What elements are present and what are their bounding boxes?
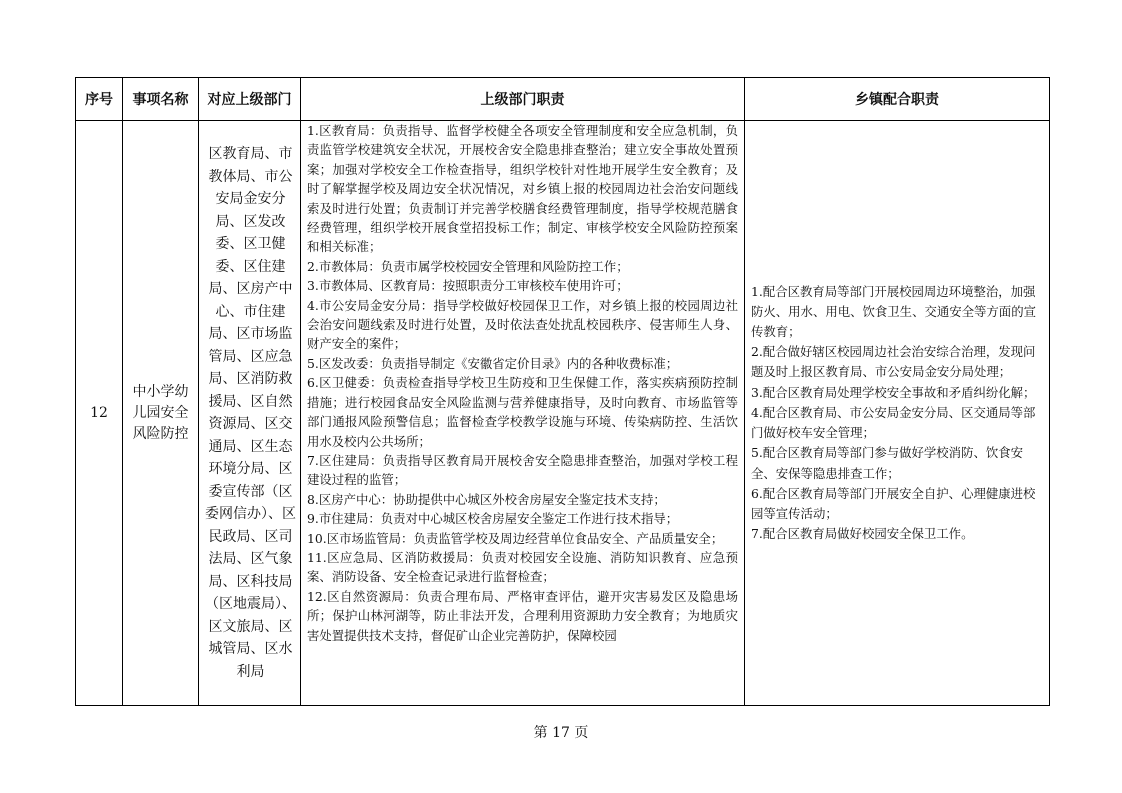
superior-duty-item: 10.区市场监管局：负责监管学校及周边经营单位食品安全、产品质量安全； — [307, 530, 724, 546]
township-duty-item: 2.配合做好辖区校园周边社会治安综合治理，发现问题及时上报区教育局、市公安局金安分局处理； — [751, 344, 1036, 380]
row-index: 12 — [76, 121, 123, 706]
superior-duty-item: 2.市教体局：负责市属学校校园安全管理和风险防控工作； — [307, 258, 629, 274]
superior-duty-item: 5.区发改委：负责指导制定《安徽省定价目录》内的各种收费标准； — [307, 355, 679, 371]
table-row — [76, 121, 1050, 706]
township-duty-item: 3.配合区教育局处理学校安全事故和矛盾纠纷化解； — [751, 384, 1036, 400]
superior-duty-item: 11.区应急局、区消防救援局：负责对校园安全设施、消防知识教育、应急预案、消防设备、安全检查记录进行监督检查； — [307, 549, 738, 585]
superior-duty-item: 3.市教体局、区教育局：按照职责分工审核校车使用许可； — [307, 278, 629, 294]
header-index: 序号 — [76, 78, 123, 121]
superior-duty-item: 1.区教育局：负责指导、监督学校健全各项安全管理制度和安全应急机制，负责监管学校建筑安全状况，开展校舍安全隐患排查整治；建立安全事故处置预案；加强对学校安全工作检查指导，组织学校针对性地开展学生安全教育；及时了解掌握学校及周边安全状况情况，对乡镇上报的校园周边社会治安问题线索及时进行处置；负责制订并完善学校膳食经费管理制度，指导学校规范膳食经费管理，组织学校开展食堂招投标工作；制定、审核学校安全风险防控预案和相关标准； — [307, 123, 738, 255]
superior-duty-item: 12.区自然资源局：负责合理布局、严格审查评估，避开灾害易发区及隐患场所；保护山林河湖等，防止非法开发，合理利用资源助力安全教育；为地质灾害处置提供技术支持，督促矿山企业完善防护，保障校园 — [307, 588, 738, 643]
responsibility-table — [75, 77, 1050, 706]
row-item-name: 中小学幼儿园安全风险防控 — [123, 121, 199, 706]
township-duty-item: 5.配合区教育局等部门参与做好学校消防、饮食安全、安保等隐患排查工作； — [751, 445, 1024, 481]
township-duty-item: 4.配合区教育局、市公安局金安分局、区交通局等部门做好校车安全管理； — [751, 404, 1036, 441]
superior-duty-item: 7.区住建局：负责指导区教育局开展校舍安全隐患排查整治，加强对学校工程建设过程的监管； — [307, 452, 738, 488]
row-township-duties — [745, 121, 1050, 706]
superior-duty-item: 4.市公安局金安分局：指导学校做好校园保卫工作，对乡镇上报的校园周边社会治安问题线索及时进行处置，及时依法查处扰乱校园秩序、侵害师生人身、财产安全的案件； — [307, 297, 738, 352]
township-duty-item: 6.配合区教育局等部门开展安全自护、心理健康进校园等宣传活动； — [751, 485, 1036, 521]
row-superior-duties — [301, 121, 745, 706]
header-township-duties: 乡镇配合职责 — [745, 78, 1050, 121]
superior-duty-item: 6.区卫健委：负责检查指导学校卫生防疫和卫生保健工作，落实疾病预防控制措施；进行校园食品安全风险监测与营养健康指导，及时向教育、市场监管等部门通报风险预警信息；监督检查学校教学设施与环境、传染病防控、生活饮用水及校内公共场所； — [307, 375, 738, 449]
header-item-name: 事项名称 — [123, 78, 199, 121]
superior-duty-item: 9.市住建局：负责对中心城区校舍房屋安全鉴定工作进行技术指导； — [307, 511, 679, 527]
superior-duty-item: 8.区房产中心：协助提供中心城区外校舍房屋安全鉴定技术支持； — [307, 491, 666, 507]
page-number: 第 17 页 — [533, 725, 589, 741]
township-duty-item: 1.配合区教育局等部门开展校园周边环境整治，加强防火、用水、用电、饮食卫生、交通安全等方面的宣传教育； — [751, 283, 1036, 340]
header-superior-duties: 上级部门职责 — [301, 78, 745, 121]
row-department: 区教育局、市教体局、市公安局金安分局、区发改委、区卫健委、区住建局、区房产中心、市住建局、区市场监管局、区应急局、区消防救援局、区自然资源局、区交通局、区生态环境分局、区委宣传部（区委网信办）、区民政局、区司法局、区气象局、区科技局（区地震局）、区文旅局、区城管局、区水利局 — [199, 121, 301, 706]
header-department: 对应上级部门 — [199, 78, 301, 121]
table-header-row — [76, 78, 1050, 121]
township-duty-item: 7.配合区教育局做好校园安全保卫工作。 — [751, 526, 974, 542]
